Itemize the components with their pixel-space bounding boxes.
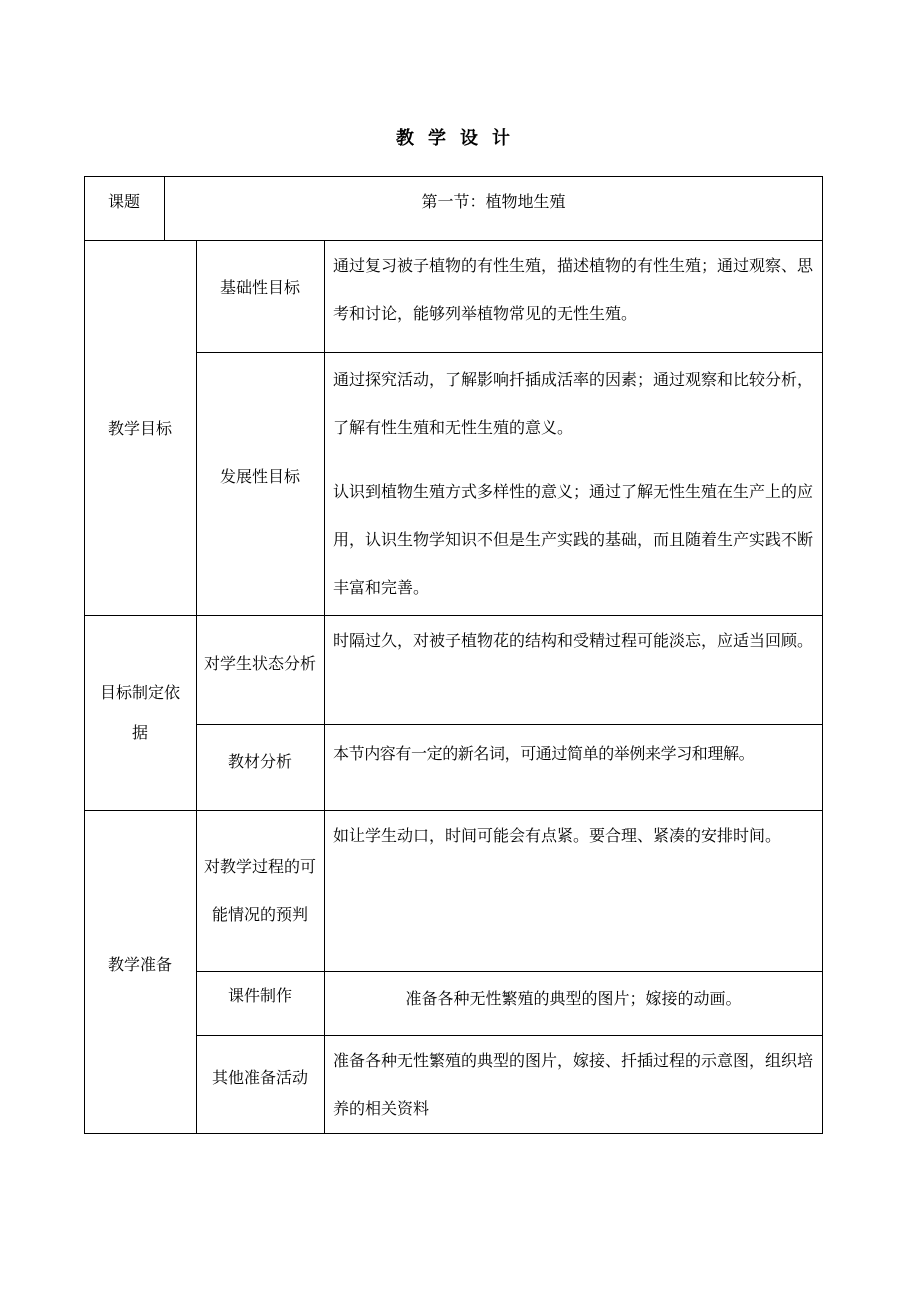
development-objective-paragraph: 通过探究活动，了解影响扦插成活率的因素；通过观察和比较分析，了解有性生殖和无性生殖的意义。: [333, 370, 814, 437]
courseware-label: 课件制作: [227, 986, 292, 1005]
basic-objective-label: 基础性目标: [219, 278, 300, 297]
material-analysis-label: 教材分析: [227, 752, 292, 771]
development-objective-text: [324, 352, 823, 612]
basis-label: 目标制定依据: [99, 682, 180, 742]
basic-objective-text: 通过复习被子植物的有性生殖，描述植物的有性生殖；通过观察、思考和讨论，能够列举植物常见的无性生殖。: [333, 256, 814, 323]
development-objective-paragraph: 认识到植物生殖方式多样性的意义；通过了解无性生殖在生产上的应用，认识生物学知识不但是生产实践的基础，而且随着生产实践不断丰富和完善。: [333, 482, 814, 597]
other-prep-label: 其他准备活动: [211, 1068, 308, 1087]
document-title: 教学设计: [396, 128, 524, 149]
prediction-text: 如让学生动口，时间可能会有点紧。要合理、紧凑的安排时间。: [333, 826, 782, 845]
objectives-label: 教学目标: [107, 418, 172, 438]
topic-value: 第一节：植物地生殖: [421, 191, 566, 211]
material-analysis-text: 本节内容有一定的新名词，可通过简单的举例来学习和理解。: [333, 744, 755, 763]
other-prep-text: 准备各种无性繁殖的典型的图片，嫁接、扦插过程的示意图，组织培养的相关资料: [333, 1051, 814, 1118]
development-objective-label: 发展性目标: [219, 467, 300, 486]
preparation-label: 教学准备: [107, 955, 172, 974]
student-analysis-text: 时隔过久，对被子植物花的结构和受精过程可能淡忘，应适当回顾。: [333, 631, 814, 650]
prediction-label: 对教学过程的可能情况的预判: [203, 856, 316, 924]
courseware-text: 准备各种无性繁殖的典型的图片；嫁接的动画。: [405, 988, 742, 1008]
student-analysis-label: 对学生状态分析: [203, 654, 316, 673]
topic-label: 课题: [107, 191, 140, 211]
